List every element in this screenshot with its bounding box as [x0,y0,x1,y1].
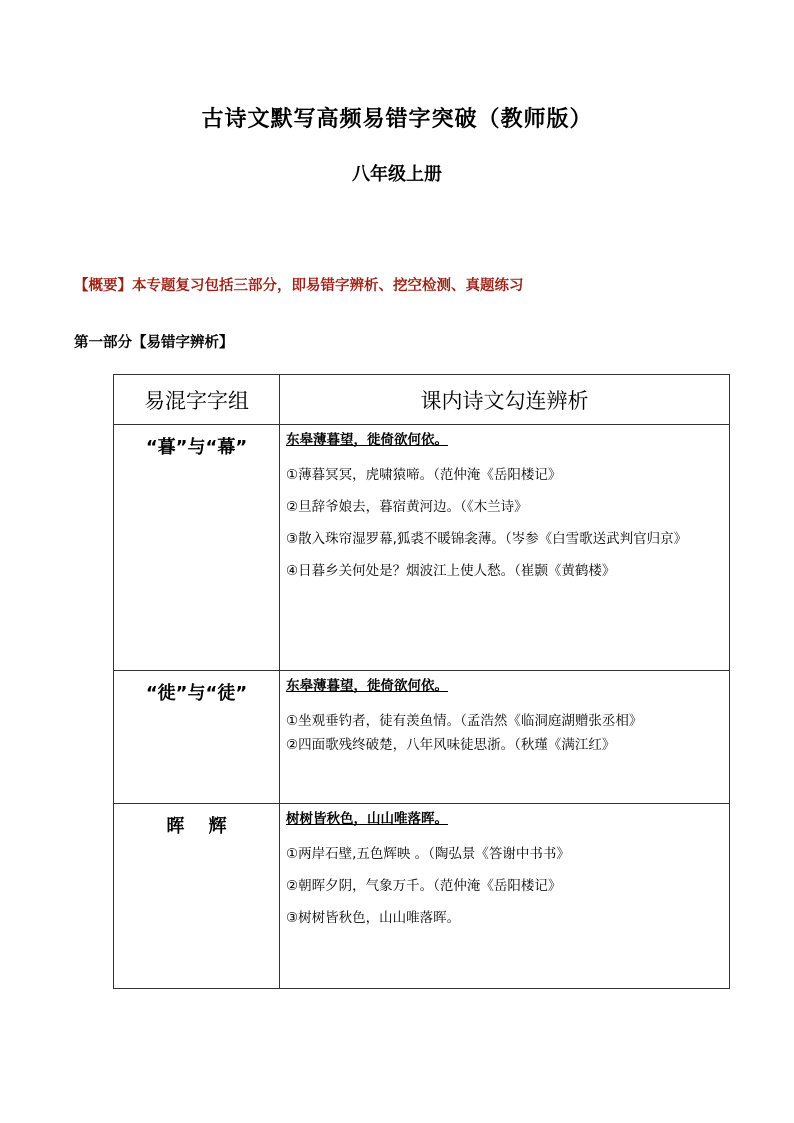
example-line: ③散入珠帘湿罗幕,狐裘不暖锦衾薄。（岑参《白雪歌送武判官归京》 [286,531,688,547]
column-header-analysis: 课内诗文勾连辨析 [280,375,730,425]
summary-text: 【概要】本专题复习包括三部分，即易错字辨析、挖空检测、真题练习 [74,277,524,294]
column-header-character-group: 易混字字组 [114,375,280,425]
row-label: “暮”与“幕” [114,425,280,671]
example-line: ②四面歌残终破楚，八年风味徒思浙。（秋瑾《满江红》 [286,737,616,753]
confusable-characters-table [113,374,730,989]
row-content [280,671,730,804]
example-line: ③树树皆秋色，山山唯落晖。 [286,910,461,926]
example-line: ②朝晖夕阴，气象万千。（范仲淹《岳阳楼记》 [286,878,562,894]
table-header-row [114,375,730,425]
row-label: 晖 辉 [114,804,280,989]
key-sentence: 东皋薄暮望，徙倚欲何依。 [286,678,448,694]
part-one-heading: 第一部分【易错字辨析】 [74,335,234,351]
table-row [114,804,730,989]
example-line: ①两岸石壁,五色辉映 。（陶弘景《答谢中书书》 [286,846,570,862]
row-label: “徙”与“徒” [114,671,280,804]
example-line: ④日暮乡关何处是？烟波江上使人愁。（崔颢《黄鹤楼》 [286,563,616,579]
key-sentence: 东皋薄暮望，徙倚欲何依。 [286,432,448,448]
document-subtitle: 八年级上册 [352,164,442,185]
example-line: ①坐观垂钓者，徒有羡鱼情。（孟浩然《临洞庭湖赠张丞相》 [286,713,643,729]
row-content [280,804,730,989]
document-title: 古诗文默写高频易错字突破（教师版） [201,107,593,132]
example-line: ①薄暮冥冥，虎啸猿啼。（范仲淹《岳阳楼记》 [286,467,562,483]
key-sentence: 树树皆秋色，山山唯落晖。 [286,811,448,827]
table-row [114,425,730,671]
row-content [280,425,730,671]
table-row [114,671,730,804]
example-line: ②旦辞爷娘去，暮宿黄河边。（《木兰诗》 [286,499,528,515]
